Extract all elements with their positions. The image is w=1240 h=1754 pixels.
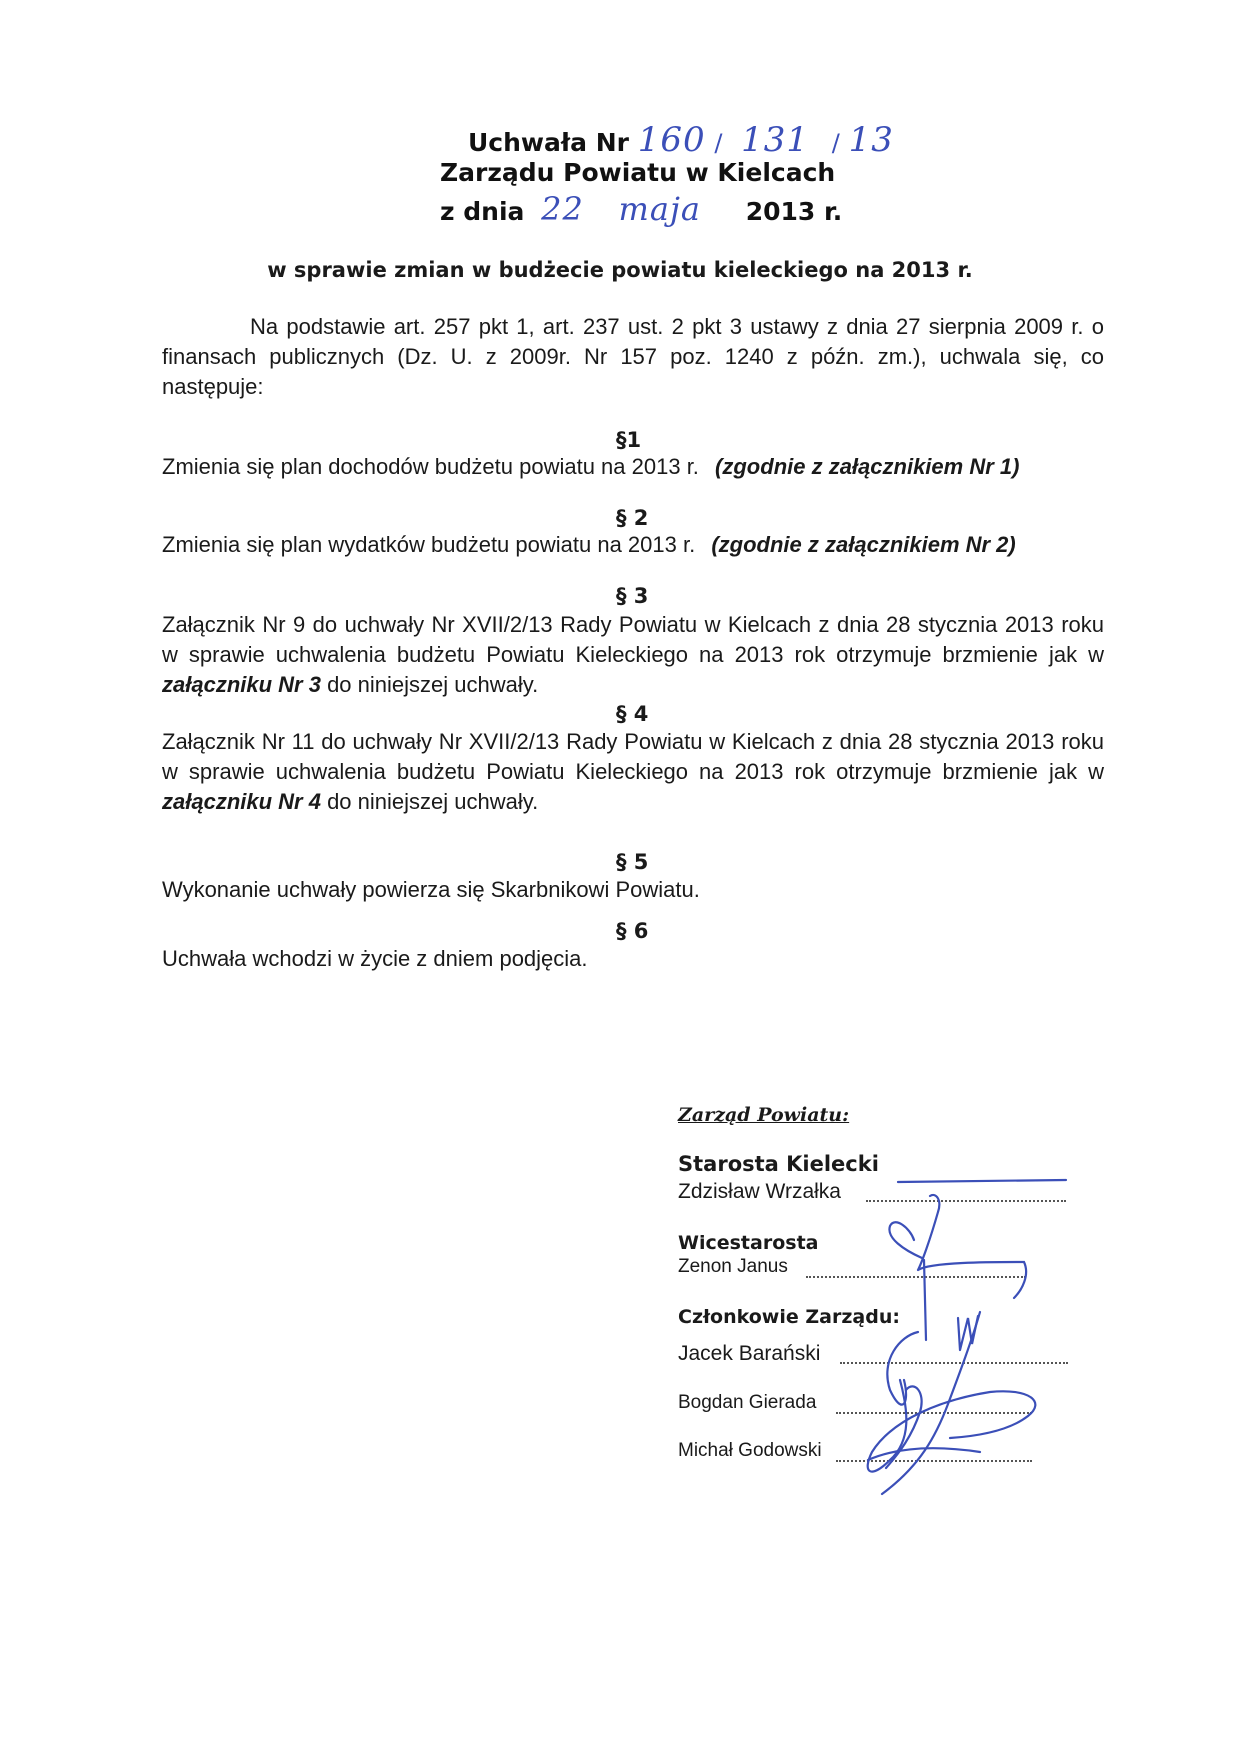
- board-name: Zarządu Powiatu w Kielcach: [440, 158, 836, 187]
- section-4-text: [162, 727, 1104, 817]
- separator-2: /: [831, 129, 840, 157]
- section-3-tail: do niniejszej uchwały.: [320, 672, 539, 697]
- legal-basis-text: Na podstawie art. 257 pkt 1, art. 237 ust. 2 pkt 3 ustawy z dnia 27 sierpnia 2009 r. o finansach publicznych (Dz. U. z 2009r. Nr 157 poz. 1240 z późn. zm.), uchwala się, co następuje:: [162, 314, 1104, 399]
- date-prefix: z dnia: [440, 197, 525, 226]
- handwritten-number-1: 160: [637, 120, 706, 160]
- starosta-signature: [889, 1180, 1066, 1340]
- wicestarosta-signature-line: [806, 1276, 1026, 1278]
- member-name-3: Michał Godowski: [678, 1440, 822, 1461]
- separator-1: /: [714, 129, 723, 157]
- section-3-sign: § 3: [616, 584, 649, 608]
- legal-basis-paragraph: [162, 312, 1104, 402]
- handwritten-number-2: 131: [741, 120, 810, 160]
- section-5-sign: § 5: [616, 850, 649, 874]
- section-2-body: Zmienia się plan wydatków budżetu powiatu na 2013 r.: [162, 532, 696, 557]
- title-prefix: Uchwała Nr: [468, 128, 629, 157]
- section-3-annex-ref: załączniku Nr 3: [162, 672, 321, 697]
- section-2-annex-ref: (zgodnie z załącznikiem Nr 2): [711, 532, 1016, 557]
- section-3-body: Załącznik Nr 9 do uchwały Nr XVII/2/13 Rady Powiatu w Kielcach z dnia 28 stycznia 2013 roku w sprawie uchwalenia budżetu Powiatu Kieleckiego na 2013 rok otrzymuje brzmienie jak w: [162, 612, 1104, 667]
- handwritten-month: maja: [618, 190, 701, 228]
- section-5-text: Wykonanie uchwały powierza się Skarbnikowi Powiatu.: [162, 877, 700, 902]
- board-signatures-heading: Zarząd Powiatu:: [678, 1104, 850, 1126]
- section-4-tail: do niniejszej uchwały.: [320, 789, 539, 814]
- member-2-signature-line: [836, 1412, 1032, 1414]
- section-4-body: Załącznik Nr 11 do uchwały Nr XVII/2/13 Rady Powiatu w Kielcach z dnia 28 stycznia 2013 roku w sprawie uchwalenia budżetu Powiatu Kieleckiego na 2013 rok otrzymuje brzmienie jak w: [162, 729, 1104, 784]
- member-3-signature-line: [836, 1460, 1032, 1462]
- section-3-text: [162, 610, 1104, 700]
- section-4-sign: § 4: [616, 702, 649, 726]
- date-year: 2013 r.: [745, 197, 843, 226]
- members-role: Członkowie Zarządu:: [678, 1306, 900, 1328]
- wicestarosta-role: Wicestarosta: [678, 1232, 819, 1254]
- starosta-role: Starosta Kielecki: [678, 1152, 879, 1176]
- member-name-2: Bogdan Gierada: [678, 1392, 817, 1413]
- handwritten-day: 22: [541, 190, 584, 228]
- starosta-signature-line: [866, 1200, 1066, 1202]
- section-1-text: [162, 452, 1162, 482]
- section-1-body: Zmienia się plan dochodów budżetu powiatu na 2013 r.: [162, 454, 699, 479]
- member-1-signature-line: [840, 1362, 1068, 1364]
- resolution-subject: w sprawie zmian w budżecie powiatu kieleckiego na 2013 r.: [267, 258, 973, 282]
- section-4-annex-ref: załączniku Nr 4: [162, 789, 321, 814]
- starosta-name: Zdzisław Wrzałka: [678, 1180, 841, 1203]
- section-1-annex-ref: (zgodnie z załącznikiem Nr 1): [715, 454, 1020, 479]
- resolution-title: [468, 120, 894, 160]
- wicestarosta-name: Zenon Janus: [678, 1256, 788, 1277]
- handwritten-number-3: 13: [848, 120, 894, 160]
- section-1-sign: §1: [616, 428, 642, 452]
- member-name-1: Jacek Barański: [678, 1342, 821, 1365]
- members-signature: [868, 1312, 1036, 1494]
- section-2-text: [162, 530, 1162, 560]
- section-2-sign: § 2: [616, 506, 649, 530]
- section-6-sign: § 6: [616, 919, 649, 943]
- section-6-text: Uchwała wchodzi w życie z dniem podjęcia.: [162, 946, 588, 971]
- resolution-date: [440, 190, 842, 228]
